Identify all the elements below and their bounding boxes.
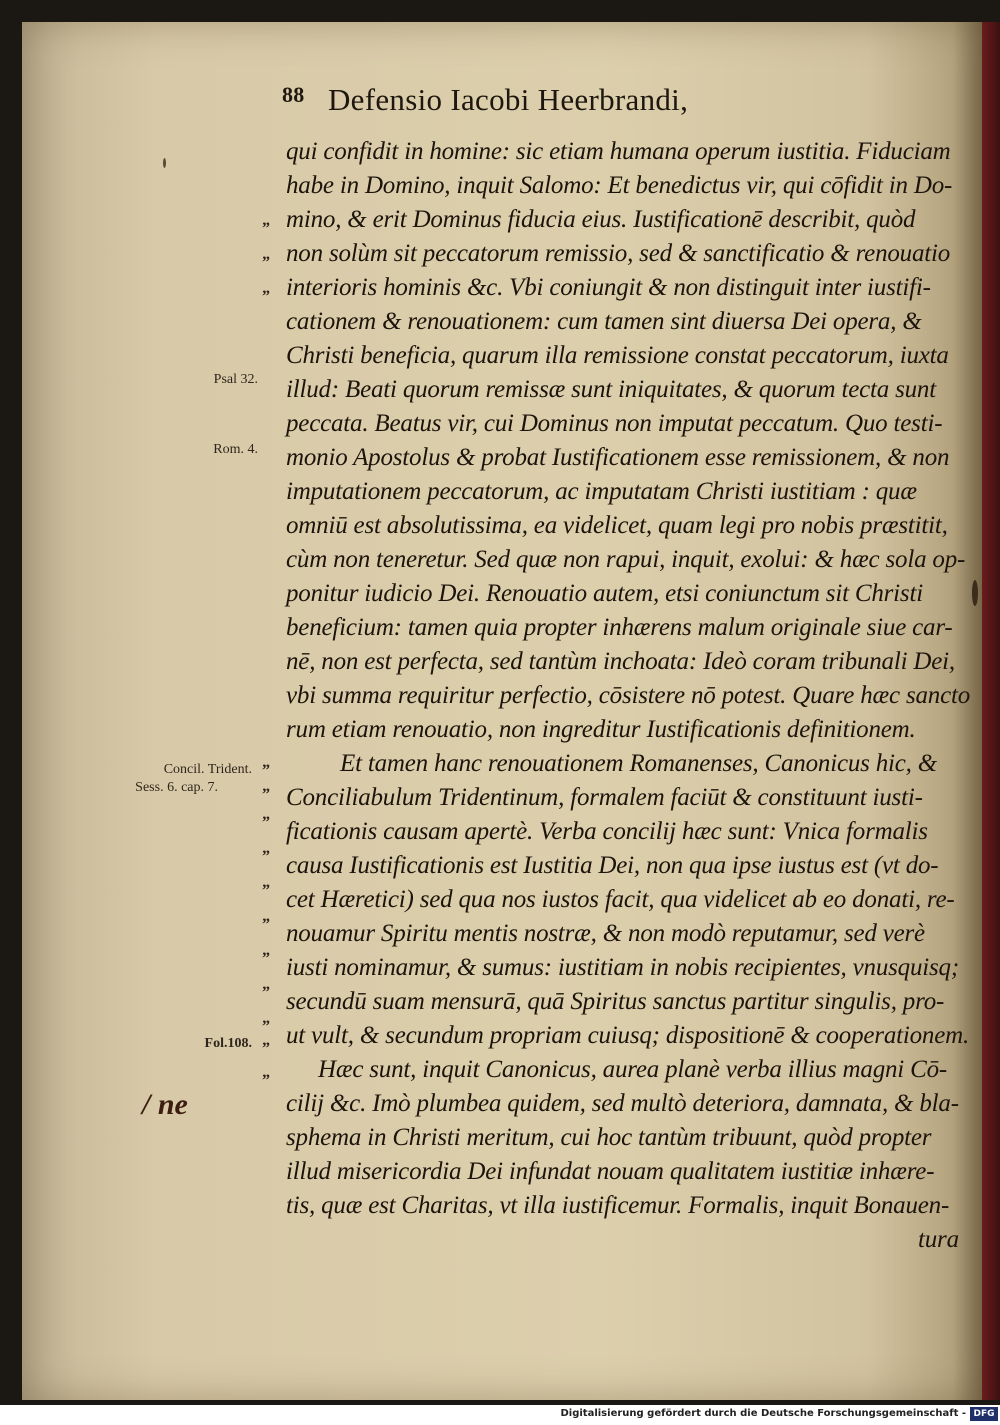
quote-mark: ” bbox=[262, 814, 268, 831]
text-line: interioris hominis &c. Vbi coniungit & non distinguit inter iustifi- bbox=[286, 274, 931, 301]
text-line: cùm non teneretur. Sed quæ non rapui, inquit, exolui: & hæc sola op- bbox=[286, 546, 966, 573]
dfg-logo-icon: DFG bbox=[970, 1407, 998, 1421]
text-line: tis, quæ est Charitas, vt illa iustificemur. Formalis, inquit Bonauen- bbox=[286, 1192, 950, 1219]
text-line: beneficium: tamen quia propter inhærens malum originale siue car- bbox=[286, 614, 953, 641]
text-line: causa Iustificationis est Iustitia Dei, non qua ipse iustus est (vt do- bbox=[286, 852, 939, 879]
running-title: Defensio Iacobi Heerbrandi, bbox=[328, 82, 689, 117]
quote-mark: ” bbox=[262, 882, 268, 899]
text-line: nouamur Spiritu mentis nostræ, & non modò reputamur, sed verè bbox=[286, 920, 925, 947]
text-line: monio Apostolus & probat Iustificationem esse remissionem, & non bbox=[286, 444, 950, 471]
text-line: Christi beneficia, quarum illa remissione constat peccatorum, iuxta bbox=[286, 342, 949, 369]
text-line: habe in Domino, inquit Salomo: Et benedictus vir, qui cōfidit in Do- bbox=[286, 172, 953, 199]
margin-note-psalm: Psal 32. bbox=[213, 372, 258, 387]
text-line: non solùm sit peccatorum remissio, sed & sanctificatio & renouatio bbox=[286, 240, 951, 267]
text-line: cet Hæretici) sed qua nos iustos facit, qua videlicet ab eo donati, re- bbox=[286, 886, 955, 913]
footer-bar bbox=[0, 1405, 1000, 1425]
quote-mark: ” bbox=[262, 254, 268, 271]
quote-mark: ” bbox=[262, 288, 268, 305]
margin-note-folio: Fol.108. bbox=[204, 1036, 252, 1051]
text-line: illud misericordia Dei infundat nouam qualitatem iustitiæ inhære- bbox=[286, 1158, 935, 1185]
margin-note-session: Sess. 6. cap. 7. bbox=[135, 780, 218, 795]
text-line: ponitur iudicio Dei. Renouatio autem, etsi coniunctum sit Christi bbox=[286, 580, 923, 607]
quote-mark: ” bbox=[262, 1072, 268, 1089]
text-line: rum etiam renouatio, non ingreditur Iustificationis definitionem. bbox=[286, 716, 916, 743]
quote-mark: ” bbox=[262, 984, 268, 1001]
text-line: peccata. Beatus vir, cui Dominus non imputat peccatum. Quo testi- bbox=[286, 410, 943, 437]
text-line: cilij &c. Imò plumbea quidem, sed multò deteriora, damnata, & bla- bbox=[286, 1090, 959, 1117]
binding-edge bbox=[982, 22, 1000, 1400]
quote-mark: ” bbox=[262, 950, 268, 967]
text-line: illud: Beati quorum remissæ sunt iniquitates, & quorum tecta sunt bbox=[286, 376, 936, 403]
text-line: Et tamen hanc renouationem Romanenses, Canonicus hic, & bbox=[340, 750, 938, 777]
quote-mark: ” bbox=[262, 916, 268, 933]
text-line: ficationis causam apertè. Verba concilij hæc sunt: Vnica formalis bbox=[286, 818, 928, 845]
quote-mark: ” bbox=[262, 848, 268, 865]
running-head bbox=[282, 82, 842, 122]
catchword: tura bbox=[918, 1226, 959, 1253]
quote-mark: ” bbox=[262, 1018, 268, 1035]
margin-note-romans: Rom. 4. bbox=[213, 442, 258, 457]
text-line: ut vult, & secundum propriam cuiusq; dispositionē & cooperationem. bbox=[286, 1022, 970, 1049]
text-line: nē, non est perfecta, sed tantùm inchoata: Ideò coram tribunali Dei, bbox=[286, 648, 955, 675]
page-number: 88 bbox=[282, 82, 305, 107]
paper-speck bbox=[972, 580, 978, 606]
text-line: cationem & renouationem: cum tamen sint diuersa Dei opera, & bbox=[286, 308, 922, 335]
quote-mark: ” bbox=[262, 762, 268, 779]
text-line: qui confidit in homine: sic etiam humana operum iustitia. Fiduciam bbox=[286, 138, 951, 165]
text-line: vbi summa requiritur perfectio, cōsistere nō potest. Quare hæc sancto bbox=[286, 682, 971, 709]
text-line: iusti nominamur, & sumus: iustitiam in nobis recipientes, vnusquisq; bbox=[286, 954, 959, 981]
funding-notice: Digitalisierung gefördert durch die Deutsche Forschungsgemeinschaft - bbox=[560, 1408, 966, 1419]
handwritten-annotation: / ne bbox=[142, 1088, 188, 1121]
margin-note-council: Concil. Trident. bbox=[163, 762, 252, 777]
text-line: Conciliabulum Tridentinum, formalem faciūt & constituunt iusti- bbox=[286, 784, 923, 811]
text-line: imputationem peccatorum, ac imputatam Christi iustitiam : quæ bbox=[286, 478, 917, 505]
quote-mark: ” bbox=[262, 220, 268, 237]
paper-speck bbox=[163, 158, 166, 168]
text-line: Hæc sunt, inquit Canonicus, aurea planè verba illius magni Cō- bbox=[318, 1056, 948, 1083]
quote-mark: ” bbox=[262, 786, 268, 803]
quote-mark: ” bbox=[262, 1040, 268, 1057]
text-line: sphema in Christi meritum, cui hoc tantùm tribuunt, quòd propter bbox=[286, 1124, 932, 1151]
text-line: omniū est absolutissima, ea videlicet, quam legi pro nobis præstitit, bbox=[286, 512, 948, 539]
text-line: secundū suam mensurā, quā Spiritus sanctus partitur singulis, pro- bbox=[286, 988, 945, 1015]
text-line: mino, & erit Dominus fiducia eius. Iustificationē describit, quòd bbox=[286, 206, 916, 233]
